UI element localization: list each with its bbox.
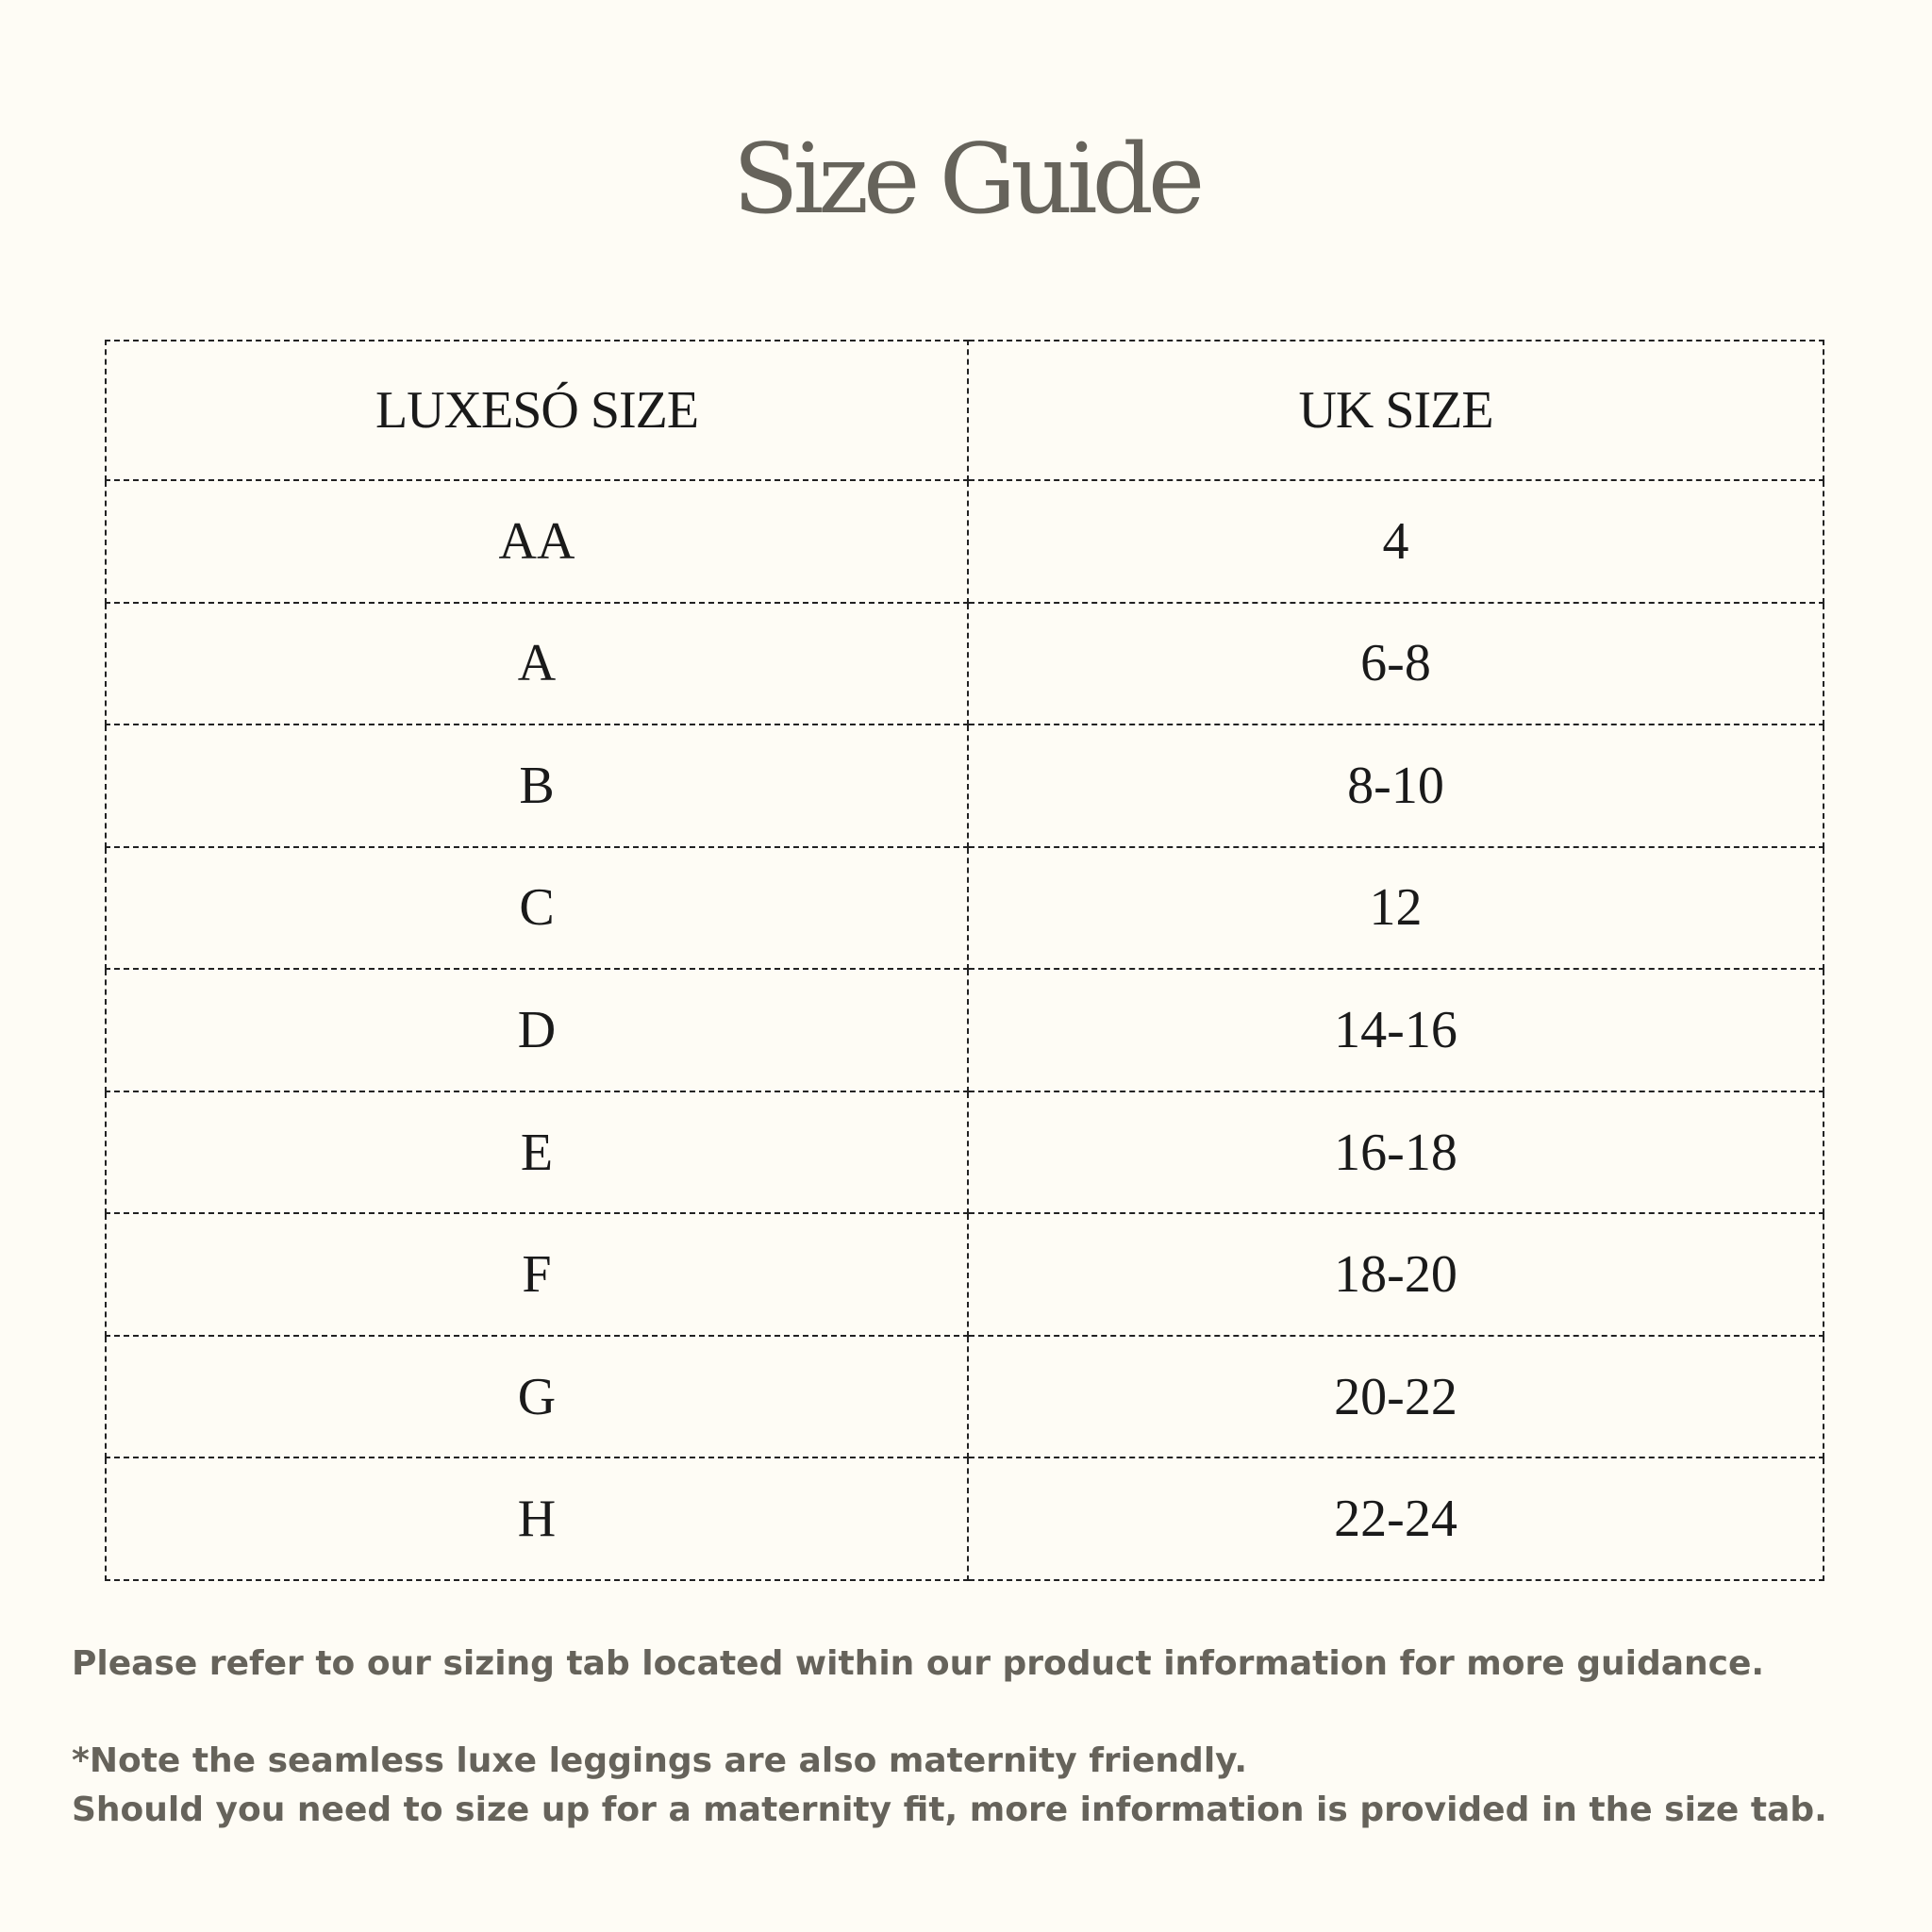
uk-size-cell: 18-20	[968, 1213, 1824, 1336]
luxeso-size-cell: G	[106, 1336, 968, 1458]
maternity-note: *Note the seamless luxe leggings are also maternity friendly.	[72, 1741, 1247, 1780]
luxeso-size-cell: E	[106, 1091, 968, 1214]
luxeso-size-cell: A	[106, 603, 968, 725]
table-row	[106, 1336, 1824, 1458]
table-row	[106, 1213, 1824, 1336]
header-luxeso-size: LUXESÓ SIZE	[106, 341, 968, 480]
luxeso-size-cell: C	[106, 847, 968, 970]
luxeso-size-cell: F	[106, 1213, 968, 1336]
table-row	[106, 480, 1824, 603]
table-row	[106, 969, 1824, 1091]
luxeso-size-cell: D	[106, 969, 968, 1091]
uk-size-cell: 20-22	[968, 1336, 1824, 1458]
table-row	[106, 1457, 1824, 1580]
table-row	[106, 603, 1824, 725]
maternity-fit-note: Should you need to size up for a maternity fit, more information is provided in the size tab.	[72, 1790, 1827, 1829]
uk-size-cell: 6-8	[968, 603, 1824, 725]
uk-size-cell: 14-16	[968, 969, 1824, 1091]
uk-size-cell: 16-18	[968, 1091, 1824, 1214]
uk-size-cell: 8-10	[968, 724, 1824, 847]
luxeso-size-cell: AA	[106, 480, 968, 603]
size-table	[105, 340, 1824, 1581]
sizing-tab-note: Please refer to our sizing tab located within our product information for more guidance.	[72, 1644, 1765, 1683]
table-row	[106, 724, 1824, 847]
table-row	[106, 1091, 1824, 1214]
table-row	[106, 847, 1824, 970]
luxeso-size-cell: H	[106, 1457, 968, 1580]
uk-size-cell: 4	[968, 480, 1824, 603]
luxeso-size-cell: B	[106, 724, 968, 847]
table-header-row	[106, 341, 1824, 480]
uk-size-cell: 22-24	[968, 1457, 1824, 1580]
uk-size-cell: 12	[968, 847, 1824, 970]
header-uk-size: UK SIZE	[968, 341, 1824, 480]
page-title: Size Guide	[732, 124, 1200, 236]
